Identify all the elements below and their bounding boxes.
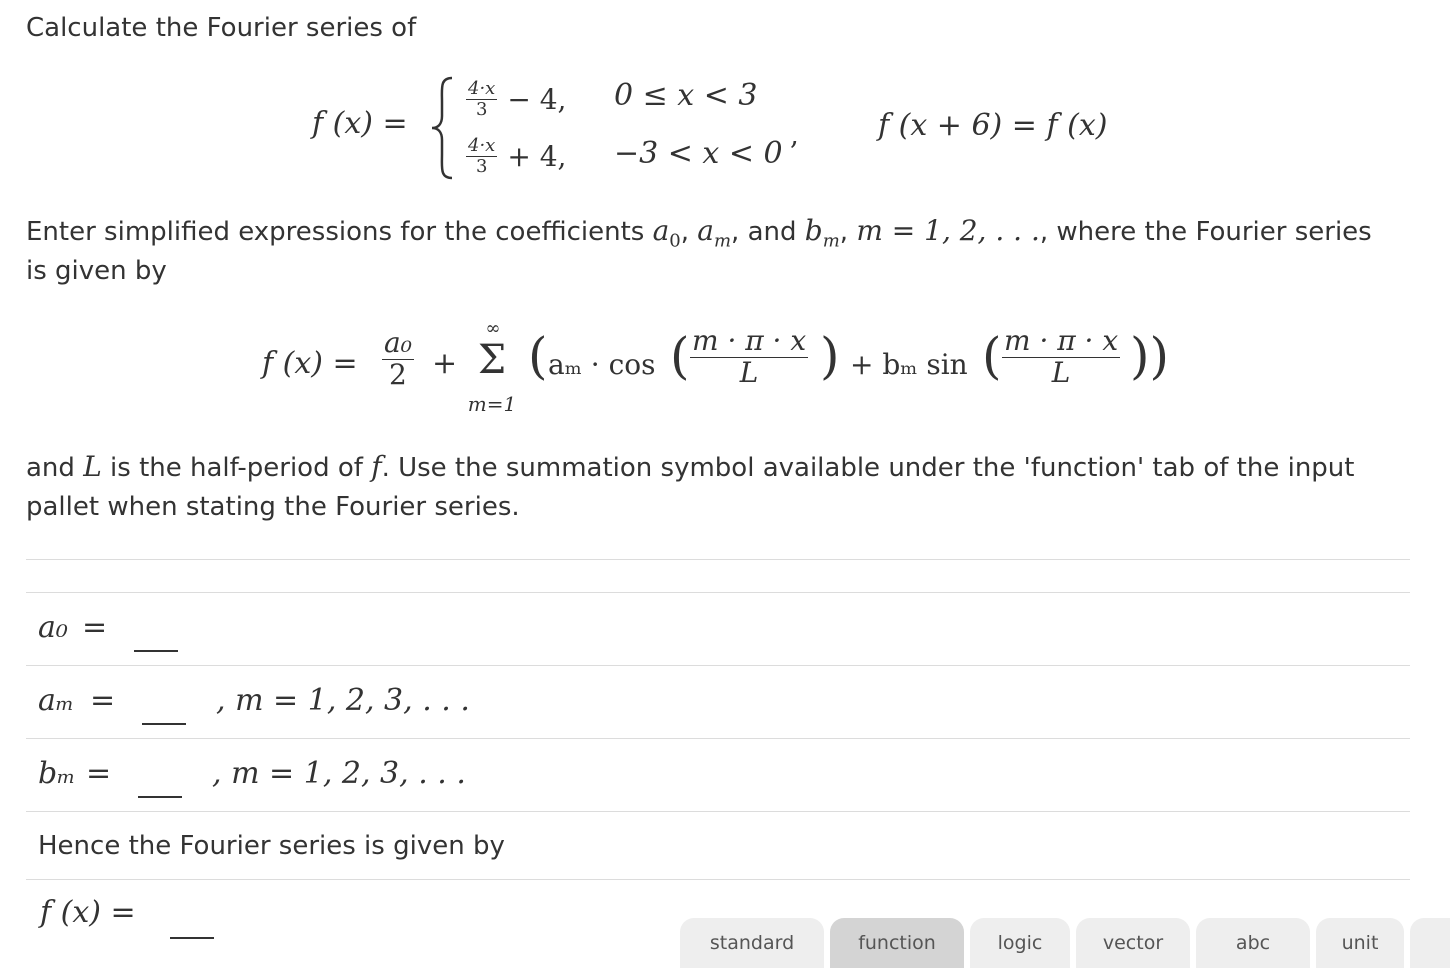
coef-a0: a [652, 214, 670, 247]
case2-fraction [466, 136, 497, 177]
sigma-icon: Σ [477, 337, 507, 383]
open-paren: ( [528, 327, 548, 385]
instructions-line2: is given by [26, 256, 167, 286]
am-suffix: , m = 1, 2, 3, . . . [216, 683, 470, 718]
instr-sep2: , and [731, 217, 805, 247]
left-brace [428, 74, 458, 182]
tab-more[interactable] [1410, 918, 1450, 968]
case1-num: 4·x [468, 77, 496, 99]
divider [26, 738, 1410, 739]
f-label: f (x) = [40, 895, 136, 930]
cos-arg-fraction [690, 326, 808, 389]
instr-sep1: , [680, 217, 698, 247]
case2-expr [466, 131, 566, 181]
bm-input[interactable] [138, 796, 182, 798]
sum-bottom: m=1 [467, 392, 517, 416]
sin-arg-num: m · π · x [1004, 324, 1119, 357]
bm-suffix: , m = 1, 2, 3, . . . [212, 756, 466, 791]
f-input[interactable] [170, 937, 214, 939]
note-line1 [26, 447, 1354, 488]
coef-bm: b [804, 214, 823, 247]
cos-argument [690, 326, 808, 389]
cos-arg-num: m · π · x [692, 324, 807, 357]
close-parens: )) [1130, 327, 1170, 385]
tab-abc-label: abc [1235, 932, 1271, 954]
tab-function-label: function [858, 932, 936, 954]
note-f: f [371, 450, 382, 483]
series-a0-den: 2 [389, 357, 407, 391]
am-label: aₘ [38, 683, 75, 718]
case1-fraction [466, 79, 497, 120]
sin-open-paren: ( [982, 327, 1002, 385]
coef-range: m = 1, 2, . . . [856, 214, 1040, 247]
tab-unit[interactable] [1316, 918, 1404, 968]
tab-standard-label: standard [709, 932, 795, 954]
cos-close-paren: ) [820, 327, 840, 385]
bm-label: bₘ [38, 756, 76, 791]
intro-text: Calculate the Fourier series of [26, 13, 417, 43]
am-input[interactable] [142, 723, 186, 725]
instr-part1: Enter simplified expressions for the coefficients [26, 217, 653, 247]
note-c: . Use the summation symbol available under the 'function' tab of the input [381, 453, 1355, 483]
tab-logic[interactable] [970, 918, 1070, 968]
case2-num: 4·x [468, 134, 496, 156]
tab-abc[interactable] [1196, 918, 1310, 968]
def-lhs-text: f (x) = [312, 106, 408, 141]
a0-label: a₀ [38, 610, 68, 645]
tab-logic-label: logic [997, 932, 1043, 954]
cos-arg-den: L [739, 355, 759, 389]
divider [26, 811, 1410, 812]
case1-expr [466, 74, 566, 124]
a0-equals: = [82, 610, 108, 645]
divider [26, 559, 1410, 560]
instructions-line1 [26, 211, 1372, 262]
coef-am: a [697, 214, 714, 247]
case1-cond: 0 ≤ x < 3 [614, 78, 758, 113]
tab-vector-label: vector [1102, 932, 1164, 954]
series-a0-frac [382, 328, 414, 391]
series-lhs: f (x) = [262, 346, 358, 381]
tab-standard[interactable] [680, 918, 824, 968]
def-comma: , [790, 118, 799, 151]
case1-tail: − 4, [507, 82, 567, 116]
a0-input[interactable] [134, 650, 178, 652]
series-am-term: aₘ · cos [548, 348, 656, 381]
tab-unit-label: unit [1341, 932, 1379, 954]
sin-arg-den: L [1051, 355, 1071, 389]
sum-top: ∞ [485, 318, 501, 339]
tab-function[interactable] [830, 918, 964, 968]
series-plus: + [432, 346, 458, 381]
sin-argument [1002, 326, 1120, 389]
divider [26, 665, 1410, 666]
instr-sep3: , [839, 217, 857, 247]
def-lhs [312, 106, 408, 141]
series-bm-term: + bₘ sin [850, 348, 968, 381]
coef-bm-sub: m [822, 230, 840, 252]
cos-open-paren: ( [670, 327, 690, 385]
divider [26, 879, 1410, 880]
periodicity: f (x + 6) = f (x) [878, 108, 1108, 143]
divider [26, 592, 1410, 593]
tab-vector[interactable] [1076, 918, 1190, 968]
series-a0-fraction [382, 328, 414, 391]
case2-den: 3 [475, 155, 488, 177]
series-a0-num: a₀ [384, 326, 412, 359]
note-a: and [26, 453, 84, 483]
case1-den: 3 [475, 98, 488, 120]
coef-a0-sub: 0 [669, 230, 681, 252]
note-L: L [83, 450, 102, 483]
hence-text: Hence the Fourier series is given by [38, 831, 505, 861]
bm-equals: = [86, 756, 112, 791]
case2-tail: + 4, [507, 139, 567, 173]
sin-arg-fraction [1002, 326, 1120, 389]
note-line2: pallet when stating the Fourier series. [26, 492, 520, 522]
am-equals: = [90, 683, 116, 718]
coef-am-sub: m [713, 230, 732, 252]
case2-cond: −3 < x < 0 [614, 136, 783, 171]
note-b: is the half-period of [101, 453, 372, 483]
instr-part2: , where the Fourier series [1039, 217, 1372, 247]
